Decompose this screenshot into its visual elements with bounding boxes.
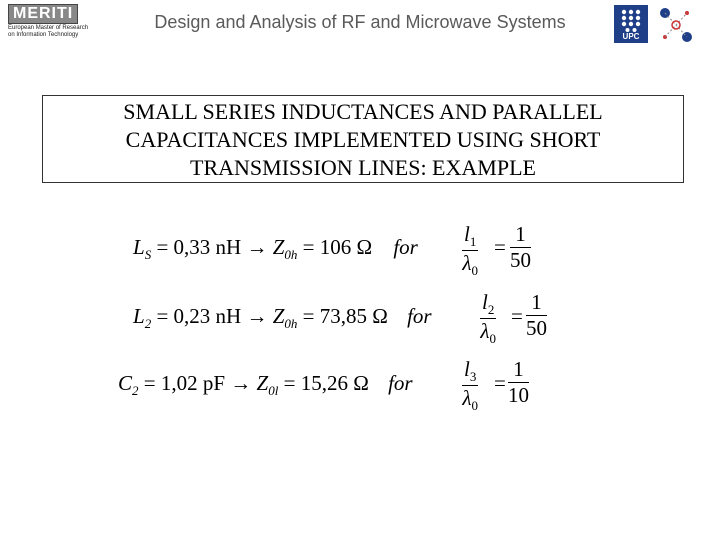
eq2-frac-num-sub: 2 [487, 302, 495, 318]
network-logo [657, 5, 695, 45]
eq2-z-symbol: Z [272, 304, 285, 328]
header-title: Design and Analysis of RF and Microwave Systems [154, 12, 566, 32]
eq3-equals: = [494, 371, 506, 395]
eq2-frac-den: λ [480, 319, 490, 344]
eq2-z-value: = 73,85 Ω [302, 304, 388, 328]
network-logo-graphic [657, 5, 695, 45]
merit-logo-sub-1: European Master of Research [8, 25, 89, 31]
eq3-ratio-num: 1 [508, 357, 529, 383]
eq1-lhs-subscript: S [144, 247, 152, 263]
eq2-arrow: → [246, 304, 268, 328]
eq1-frac-num-sub: 1 [469, 234, 477, 250]
eq2-lhs-value: = 0,23 nH [156, 304, 242, 328]
eq2-z-subscript: 0h [284, 316, 298, 332]
eq1-fraction-left [462, 222, 478, 279]
equation-2 [133, 304, 432, 332]
eq3-lhs-symbol: C [118, 371, 133, 395]
eq2-ratio-den: 50 [526, 316, 547, 340]
eq3-arrow: → [230, 371, 252, 395]
eq3-frac-num: l [464, 357, 470, 381]
eq1-frac-den-sub: 0 [471, 263, 478, 279]
slide-title-line-3: TRANSMISSION LINES: EXAMPLE [190, 155, 536, 180]
eq1-for: for [393, 235, 418, 259]
eq3-frac-den-sub: 0 [471, 398, 478, 414]
upc-logo [614, 5, 648, 43]
eq1-arrow: → [246, 235, 268, 259]
eq3-frac-den: λ [462, 386, 472, 411]
equation-3 [118, 371, 413, 399]
eq2-ratio-num: 1 [526, 290, 547, 316]
eq1-frac-den: λ [462, 251, 472, 276]
slide-title-box [42, 95, 684, 183]
eq1-equals: = [494, 235, 506, 259]
slide-title-line-1: SMALL SERIES INDUCTANCES AND PARALLEL [123, 99, 603, 124]
eq1-z-subscript: 0h [284, 247, 298, 263]
eq2-lhs-symbol: L [133, 304, 145, 328]
eq1-fraction-right [510, 222, 531, 273]
merit-logo [8, 4, 108, 44]
eq2-frac-den-sub: 0 [489, 331, 496, 347]
eq3-lhs-value: = 1,02 pF [143, 371, 226, 395]
slide-title-line-2: CAPACITANCES IMPLEMENTED USING SHORT [125, 127, 601, 152]
eq3-fraction-left [462, 357, 478, 414]
eq1-ratio-den: 50 [510, 248, 531, 272]
eq3-z-value: = 15,26 Ω [283, 371, 369, 395]
eq1-z-value: = 106 Ω [302, 235, 373, 259]
eq2-for: for [407, 304, 432, 328]
eq3-z-subscript: 0l [268, 383, 279, 399]
eq2-fraction-right [526, 290, 547, 341]
eq3-lhs-subscript: 2 [132, 383, 139, 399]
equation-1 [133, 235, 418, 263]
eq1-lhs-symbol: L [133, 235, 145, 259]
eq1-z-symbol: Z [272, 235, 285, 259]
eq1-frac-num: l [464, 222, 470, 246]
eq3-fraction-right [508, 357, 529, 408]
merit-logo-sub-2: on Information Technology [8, 32, 79, 38]
eq2-lhs-subscript: 2 [144, 316, 152, 332]
merit-logo-subtitle [8, 25, 108, 39]
eq1-ratio-num: 1 [510, 222, 531, 248]
eq1-lhs-value: = 0,33 nH [156, 235, 242, 259]
eq2-equals: = [511, 304, 523, 328]
eq2-fraction-left [480, 290, 496, 347]
upc-logo-text: UPC [622, 32, 640, 41]
eq3-for: for [388, 371, 413, 395]
eq3-z-symbol: Z [256, 371, 269, 395]
eq3-ratio-den: 10 [508, 383, 529, 407]
eq3-frac-num-sub: 3 [469, 369, 477, 385]
merit-logo-word: MERITI [8, 4, 78, 24]
eq2-frac-num: l [482, 290, 488, 314]
